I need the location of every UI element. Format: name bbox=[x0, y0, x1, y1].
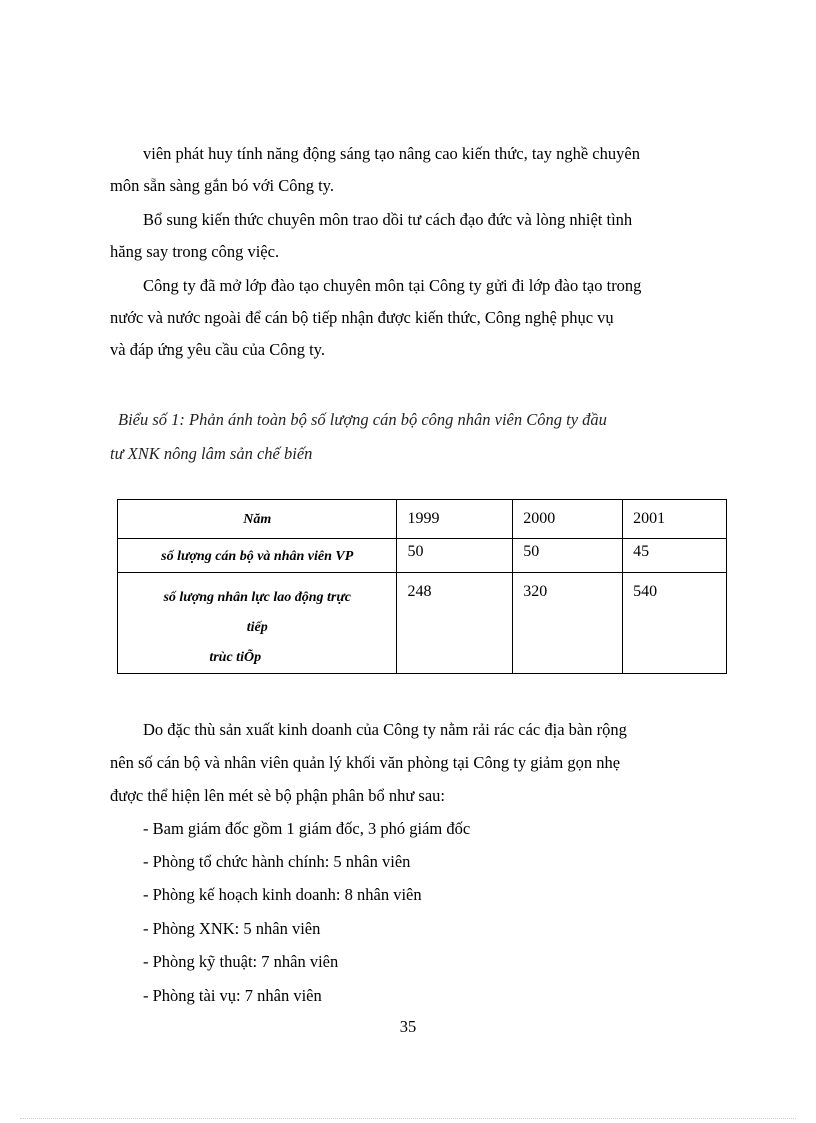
paragraph-line: và đáp ứng yêu cầu của Công ty. bbox=[110, 340, 325, 359]
cell-value: 45 bbox=[623, 539, 727, 573]
table-caption bbox=[110, 403, 728, 471]
paragraph-line: viên phát huy tính năng động sáng tạo nâng cao kiến thức, tay nghề chuyên bbox=[143, 144, 640, 163]
paragraph-line: Do đặc thù sản xuất kinh doanh của Công ty nằm rải rác các địa bàn rộng bbox=[143, 720, 627, 739]
paragraph-line: hăng say trong công việc. bbox=[110, 242, 280, 261]
row-label-office-staff: số lượng cán bộ và nhân viên VP bbox=[118, 539, 397, 573]
year-2000: 2000 bbox=[513, 500, 623, 539]
caption-line: tư XNK nông lâm sản chế biến bbox=[110, 444, 313, 463]
cell-value: 50 bbox=[397, 539, 513, 573]
table-row bbox=[118, 573, 727, 674]
table-header-row bbox=[118, 500, 727, 539]
cell-value: 320 bbox=[513, 573, 623, 674]
paragraph-line: Bổ sung kiến thức chuyên môn trao dồi tư cách đạo đức và lòng nhiệt tình bbox=[143, 210, 633, 229]
page-bottom-divider bbox=[20, 1118, 796, 1119]
row-label-direct-labor bbox=[118, 573, 397, 674]
table-row bbox=[118, 539, 727, 573]
page-number: 35 bbox=[399, 1017, 417, 1036]
row-label-line: trùc tiÕp bbox=[209, 650, 262, 665]
paragraph-supplement bbox=[110, 204, 728, 268]
paragraph-line: môn sẵn sàng gắn bó với Công ty. bbox=[110, 176, 334, 195]
list-item: - Phòng XNK: 5 nhân viên bbox=[143, 919, 321, 938]
staff-table bbox=[117, 499, 727, 674]
row-label-line: số lượng nhân lực lao động trực bbox=[163, 590, 351, 605]
paragraph-line: nước và nước ngoài để cán bộ tiếp nhận được kiến thức, Công nghệ phục vụ bbox=[110, 308, 614, 327]
paragraph-training bbox=[110, 138, 728, 202]
paragraph-line: được thể hiện lên mét sè bộ phận phân bổ như sau: bbox=[110, 786, 445, 805]
paragraph-courses bbox=[110, 270, 728, 366]
caption-line: Biểu số 1: Phản ánh toàn bộ số lượng cán bộ công nhân viên Công ty đầu bbox=[118, 410, 607, 429]
paragraph-structure bbox=[110, 713, 728, 812]
cell-value: 50 bbox=[513, 539, 623, 573]
list-item: - Phòng kế hoạch kinh doanh: 8 nhân viên bbox=[143, 885, 422, 904]
year-1999: 1999 bbox=[397, 500, 513, 539]
paragraph-line: nên số cán bộ và nhân viên quản lý khối văn phòng tại Công ty giảm gọn nhẹ bbox=[110, 753, 621, 772]
list-item: - Phòng tổ chức hành chính: 5 nhân viên bbox=[143, 852, 411, 871]
list-item: - Phòng tài vụ: 7 nhân viên bbox=[143, 986, 322, 1005]
header-year-label: Năm bbox=[118, 500, 397, 539]
list-item: - Bam giám đốc gồm 1 giám đốc, 3 phó giám đốc bbox=[143, 819, 471, 838]
year-2001: 2001 bbox=[623, 500, 727, 539]
paragraph-line: Công ty đã mở lớp đào tạo chuyên môn tại Công ty gửi đi lớp đào tạo trong bbox=[143, 276, 642, 295]
cell-value: 248 bbox=[397, 573, 513, 674]
cell-value: 540 bbox=[623, 573, 727, 674]
list-item: - Phòng kỹ thuật: 7 nhân viên bbox=[143, 952, 339, 971]
row-label-line: tiếp bbox=[246, 620, 268, 635]
